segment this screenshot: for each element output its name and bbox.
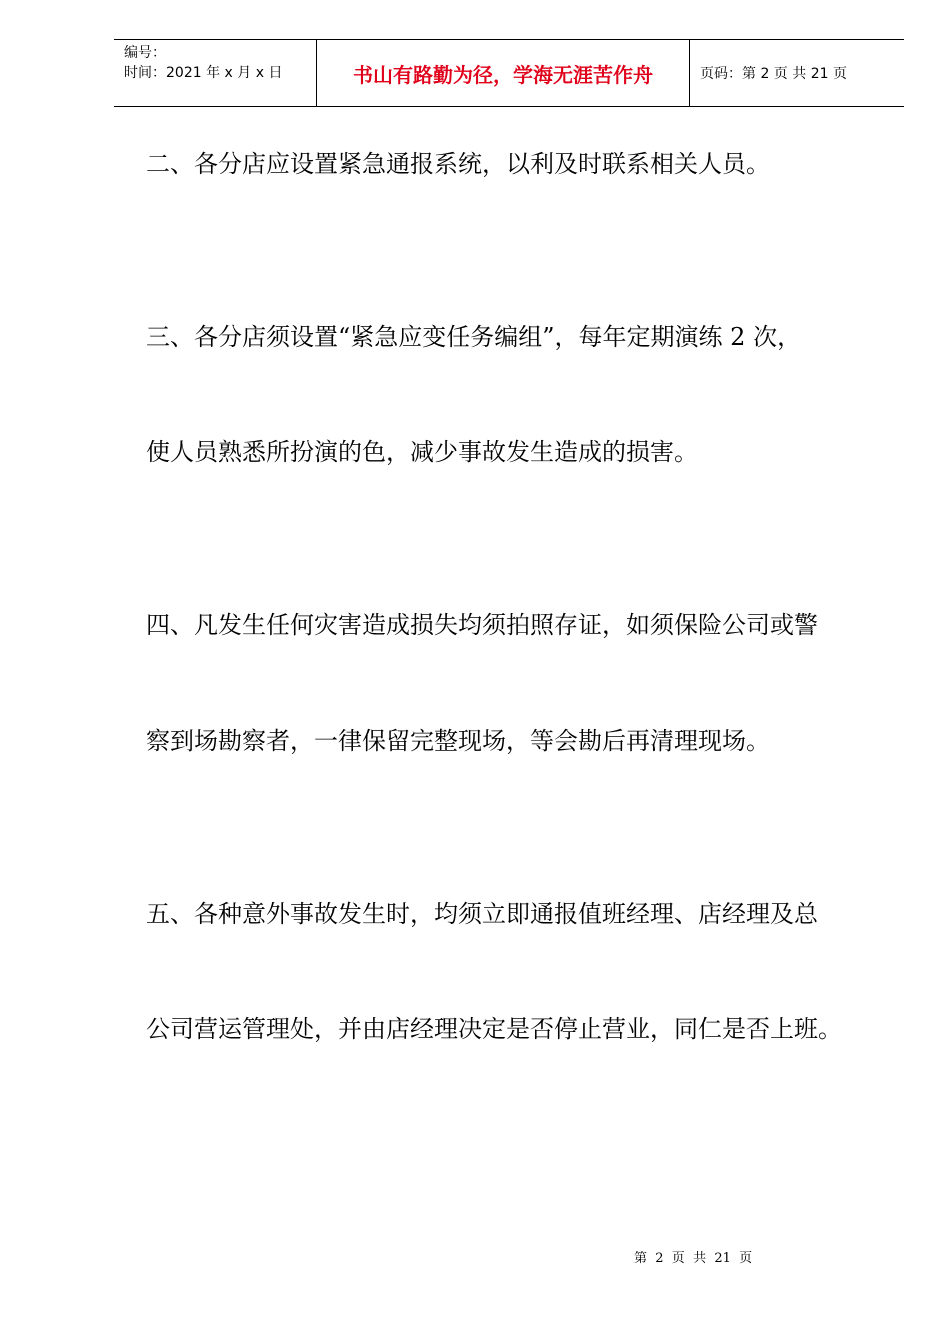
body-line: 使人员熟悉所扮演的色，减少事故发生造成的损害。 [146,438,698,466]
body-line: 三、各分店须设置“紧急应变任务编组”，每年定期演练 2 次， [146,323,802,351]
body-line: 五、各种意外事故发生时，均须立即通报值班经理、店经理及总 [146,900,818,928]
body-line: 二、各分店应设置紧急通报系统，以利及时联系相关人员。 [146,150,770,178]
page-footer: 第 2 页 共 21 页 [634,1251,753,1266]
document-number-label: 编号： [124,45,166,61]
header-page-info: 页码：第 2 页 共 21 页 [700,66,847,82]
body-line: 四、凡发生任何灾害造成损失均须拍照存证，如须保险公司或警 [146,611,818,639]
body-line: 公司营运管理处，并由店经理决定是否停止营业，同仁是否上班。 [146,1015,842,1043]
header-page-info-cell [690,40,904,106]
document-date: 时间：2021 年 x 月 x 日 [124,65,283,81]
header-motto: 书山有路勤为径，学海无涯苦作舟 [353,62,653,87]
page-header [114,39,904,107]
body-line: 察到场勘察者，一律保留完整现场，等会勘后再清理现场。 [146,727,770,755]
header-motto-cell [316,40,690,106]
header-meta [114,40,316,106]
